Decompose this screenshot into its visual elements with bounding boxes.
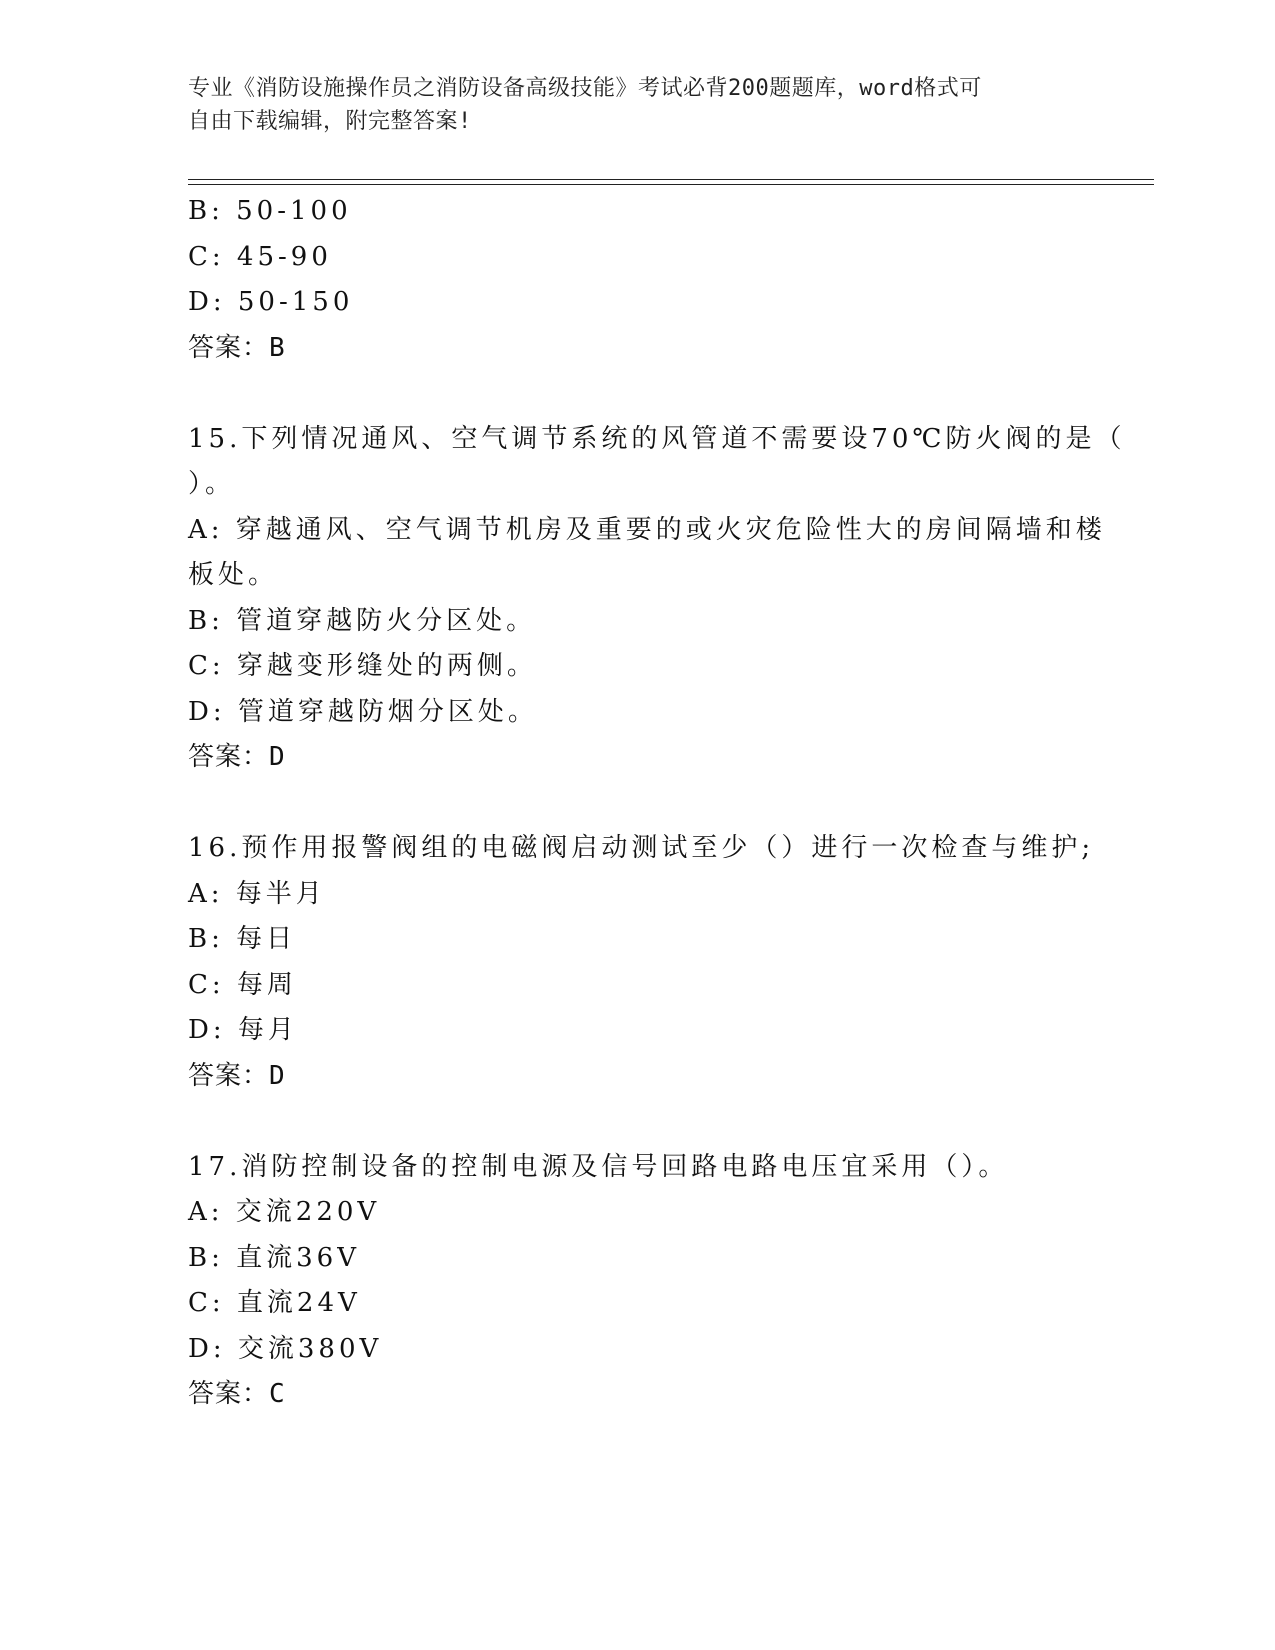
option-d: D: 管道穿越防烟分区处。 bbox=[188, 696, 538, 727]
question-17 bbox=[188, 1145, 1088, 1418]
header-divider-top bbox=[188, 179, 1154, 180]
option-d: D: 每月 bbox=[188, 1015, 298, 1045]
option-a: A: 穿越通风、空气调节机房及重要的或火灾危险性大的房间隔墙和楼 bbox=[188, 514, 1106, 545]
option-b: B: 管道穿越防火分区处。 bbox=[188, 605, 537, 636]
answer-line: 答案：B bbox=[188, 332, 286, 363]
option-b: B: 每日 bbox=[188, 924, 297, 954]
spacer bbox=[188, 1099, 1088, 1145]
option-a: A: 每半月 bbox=[188, 878, 326, 909]
option-c: C: 每周 bbox=[188, 969, 297, 1000]
option-c: C: 穿越变形缝处的两侧。 bbox=[188, 651, 537, 681]
spacer bbox=[188, 781, 1088, 827]
option-a: 板处。 bbox=[188, 560, 279, 590]
question-15 bbox=[188, 417, 1126, 781]
answer-line: 答案：D bbox=[188, 1060, 286, 1091]
question-stem: 15.下列情况通风、空气调节系统的风管道不需要设70℃防火阀的是（ bbox=[188, 423, 1126, 454]
header-line-1: 专业《消防设施操作员之消防设备高级技能》考试必背200题题库，word格式可 bbox=[188, 76, 982, 101]
spacer bbox=[188, 371, 1088, 417]
question-content bbox=[188, 189, 1126, 1418]
header-line-2: 自由下载编辑，附完整答案! bbox=[188, 109, 472, 134]
document-header bbox=[188, 72, 1068, 138]
answer-line: 答案：C bbox=[188, 1379, 286, 1409]
option-d: D: 50-150 bbox=[188, 287, 354, 317]
question-14-continuation bbox=[188, 189, 1088, 371]
header-divider-bottom bbox=[188, 184, 1154, 185]
option-b: B: 50-100 bbox=[188, 196, 352, 226]
question-stem: 17.消防控制设备的控制电源及信号回路电路电压宜采用（）。 bbox=[188, 1151, 1009, 1182]
option-c: C: 45-90 bbox=[188, 241, 332, 272]
question-16 bbox=[188, 826, 1095, 1099]
option-d: D: 交流380V bbox=[188, 1333, 383, 1364]
option-c: C: 直流24V bbox=[188, 1288, 361, 1318]
question-stem: 16.预作用报警阀组的电磁阀启动测试至少（）进行一次检查与维护; bbox=[188, 833, 1095, 863]
question-stem: ）。 bbox=[188, 469, 236, 499]
option-b: B: 直流36V bbox=[188, 1242, 360, 1273]
answer-line: 答案：D bbox=[188, 742, 286, 772]
option-a: A: 交流220V bbox=[188, 1197, 381, 1227]
